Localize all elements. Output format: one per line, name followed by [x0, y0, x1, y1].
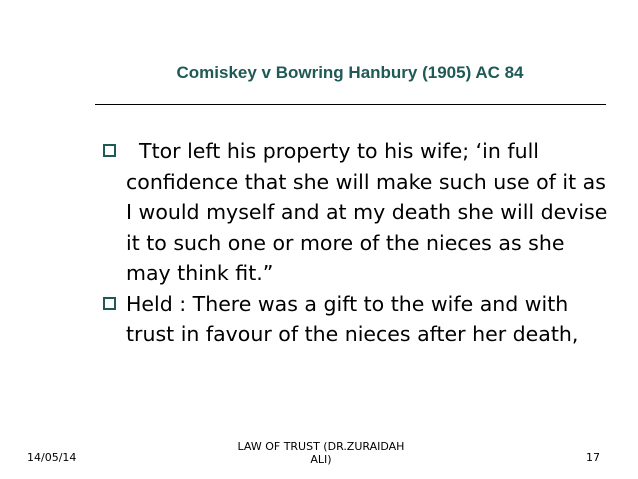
hollow-square-bullet-icon	[103, 297, 116, 310]
bullet-item-1	[100, 136, 614, 289]
page-number: 17	[586, 451, 600, 464]
bullet-text-2: Held : There was a gift to the wife and with trust in favour of the nieces after her death,	[126, 291, 579, 346]
footer-course-line-1: LAW OF TRUST (DR.ZURAIDAH	[237, 440, 405, 453]
slide-title: Comiskey v Bowring Hanbury (1905) AC 84	[176, 63, 524, 82]
footer-date: 14/05/14	[27, 451, 77, 464]
footer-course-line-2: ALI)	[310, 453, 332, 466]
hollow-square-bullet-icon	[103, 144, 116, 157]
title-divider	[95, 104, 606, 105]
footer-course-title	[218, 440, 424, 466]
bullet-list	[100, 136, 614, 350]
bullet-item-2	[100, 289, 610, 350]
bullet-text-1: Ttor left his property to his wife; ‘in full confidence that she will make such use of it as I would myself and at my death she will devise it to such one or more of the nieces as she may think fit.”	[126, 139, 614, 285]
